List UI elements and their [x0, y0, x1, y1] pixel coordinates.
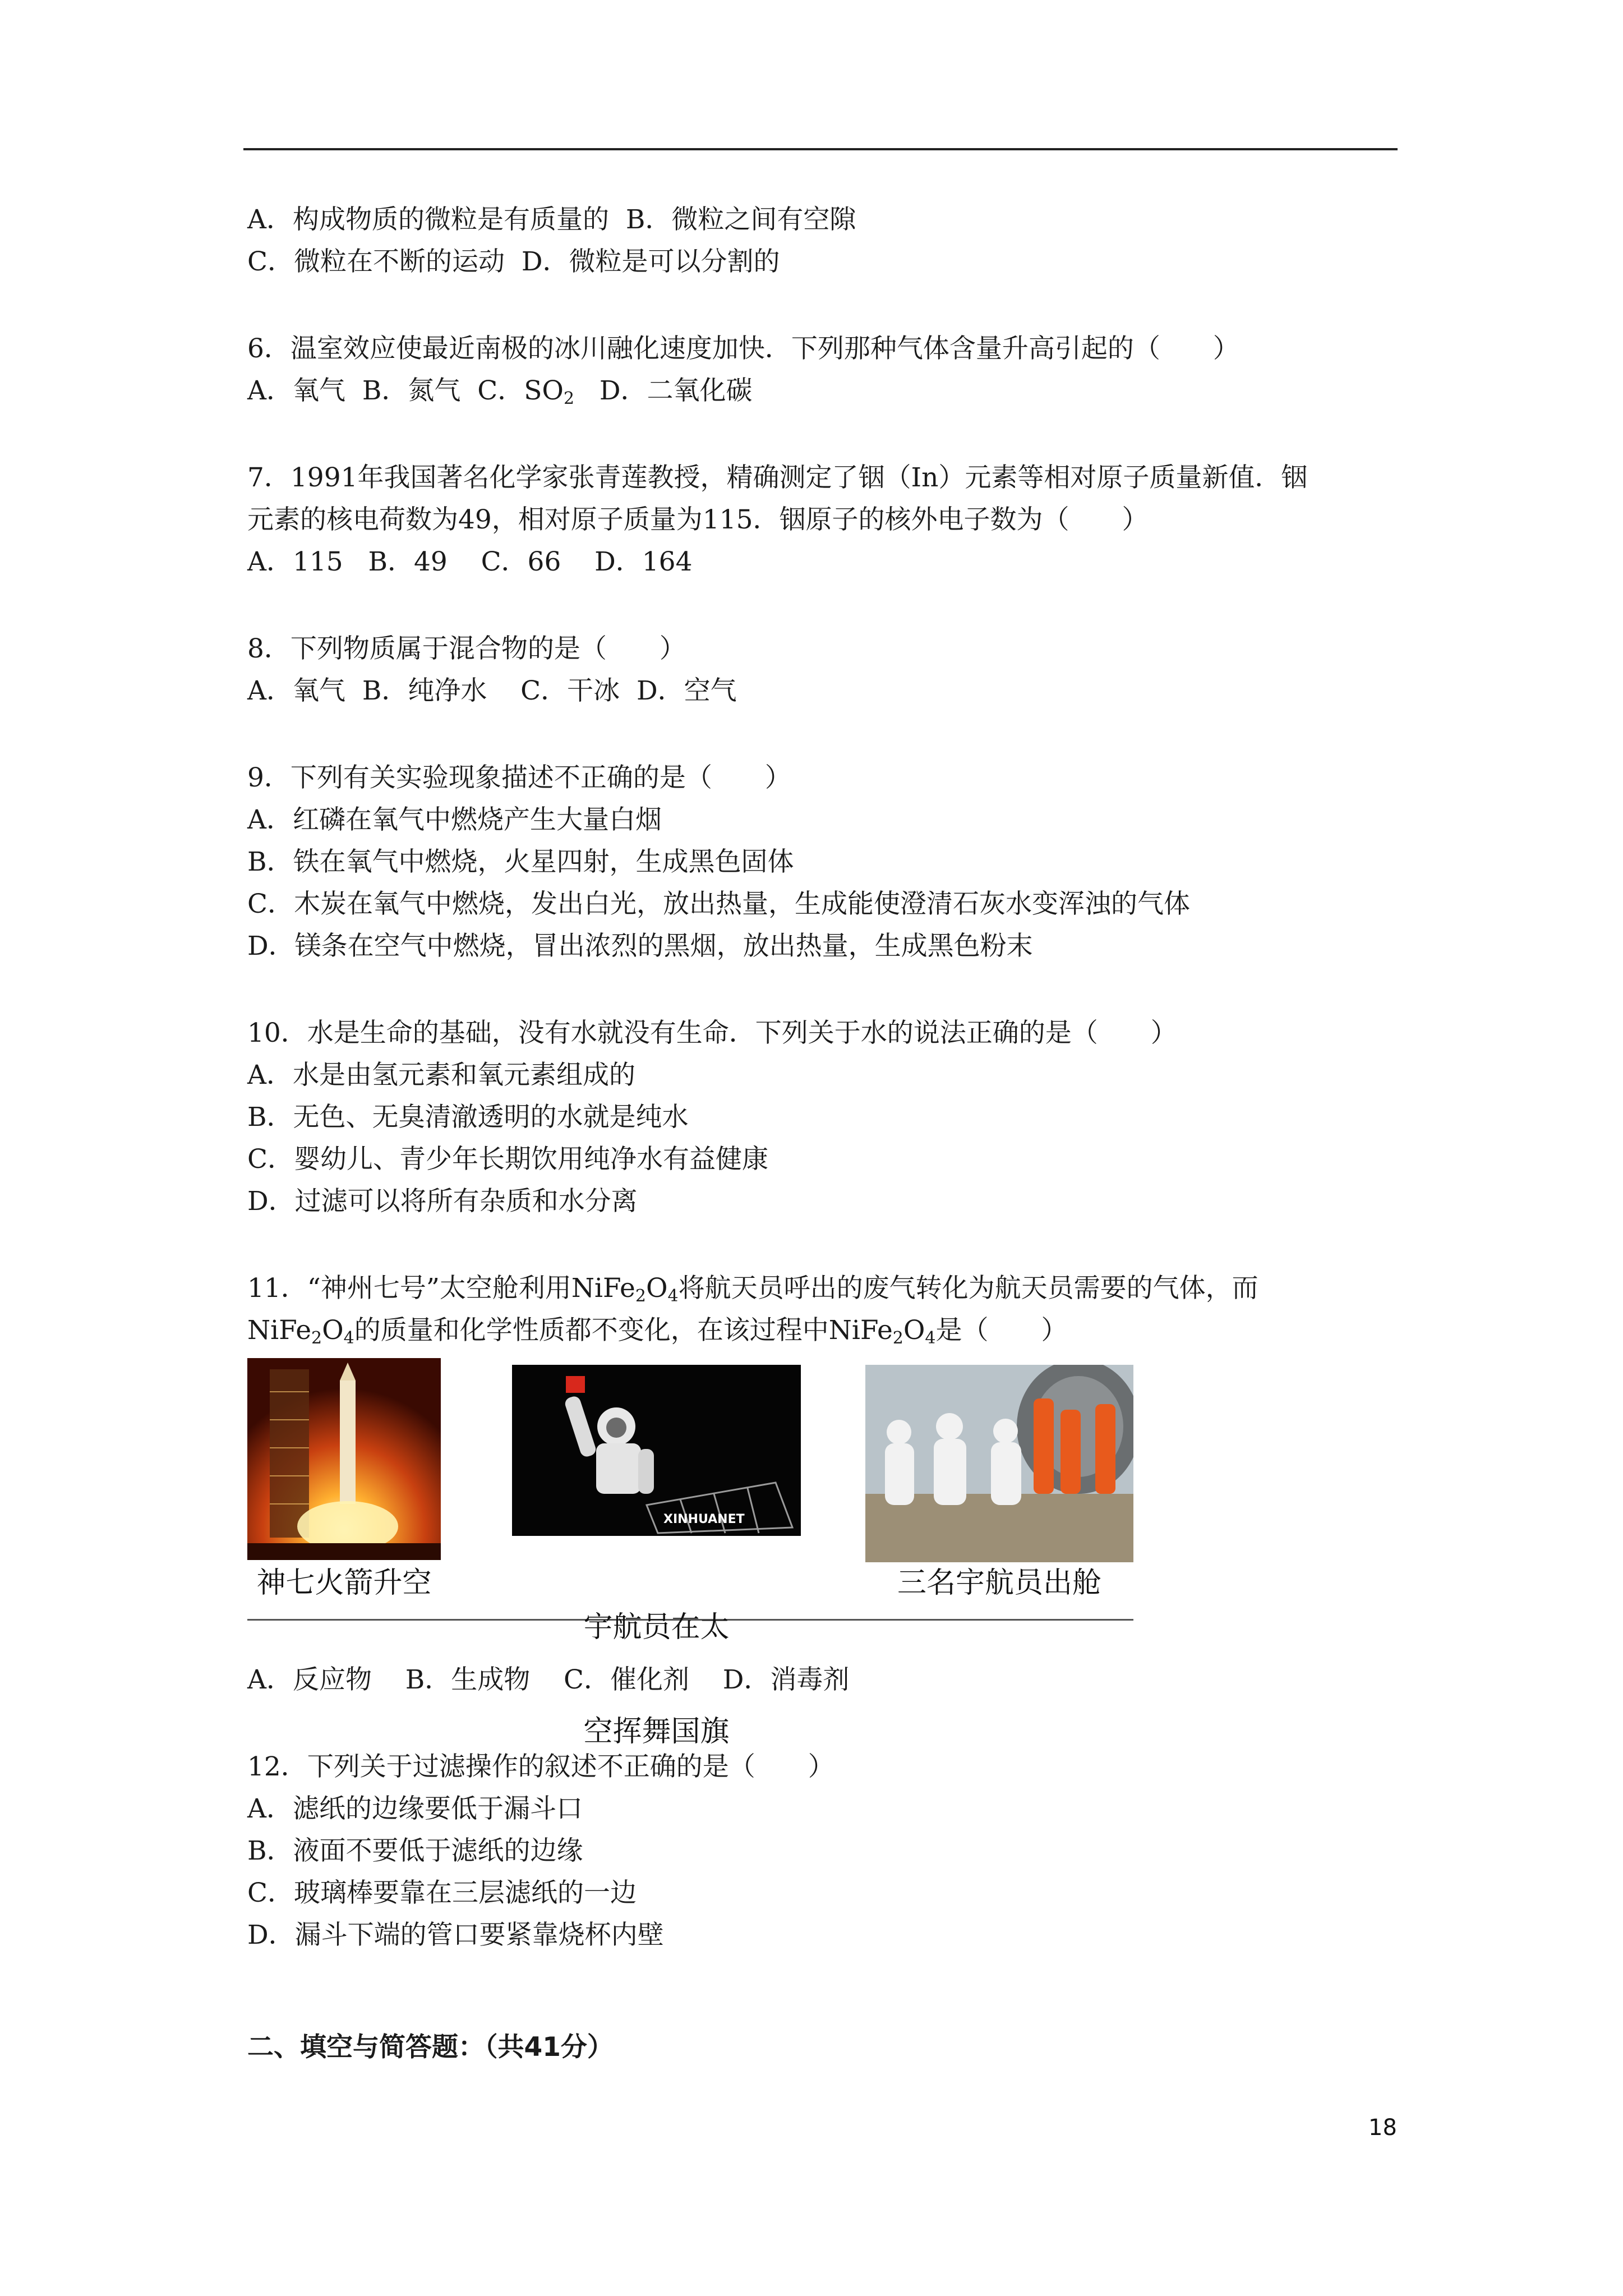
- spacewalk-photo: [512, 1365, 801, 1536]
- page-number: 18: [1368, 2115, 1397, 2141]
- q6-stem: 6．温室效应使最近南极的冰川融化速度加快．下列那种气体含量升高引起的（ ）: [247, 333, 1239, 364]
- q9-option-d: D．镁条在空气中燃烧，冒出浓烈的黑烟，放出热量，生成黑色粉末: [247, 931, 1033, 961]
- q5-options-cd: C．微粒在不断的运动 D．微粒是可以分割的: [247, 246, 780, 277]
- q10-stem: 10．水是生命的基础，没有水就没有生命．下列关于水的说法正确的是（ ）: [247, 1018, 1177, 1048]
- caption-astronauts: 三名宇航员出舱: [897, 1566, 1101, 1600]
- q12-option-c: C．玻璃棒要靠在三层滤纸的一边: [247, 1878, 637, 1908]
- q7-options: A．115 B．49 C．66 D．164: [247, 546, 693, 577]
- q5-options-ab: A．构成物质的微粒是有质量的 B．微粒之间有空隙: [247, 204, 856, 235]
- q8-options: A．氧气 B．纯净水 C．干冰 D．空气: [247, 675, 737, 706]
- q12-option-b: B．液面不要低于滤纸的边缘: [247, 1835, 583, 1866]
- q9-stem: 9．下列有关实验现象描述不正确的是（ ）: [247, 762, 791, 793]
- section-2-heading: 二、填空与简答题：（共41分）: [247, 2032, 614, 2063]
- q10-option-b: B．无色、无臭清澈透明的水就是纯水: [247, 1102, 689, 1133]
- astronauts-exit-photo: [865, 1365, 1133, 1562]
- caption-rocket: 神七火箭升空: [256, 1566, 432, 1600]
- q11-stem-line1: 11．“神州七号”太空舱利用$NiFe_2O_4$将航天员呼出的废气转化为航天员需要的气体，而: [247, 1273, 1258, 1306]
- q9-option-a: A．红磷在氧气中燃烧产生大量白烟: [247, 804, 662, 835]
- q11-options: A．反应物 B．生成物 C．催化剂 D．消毒剂: [247, 1664, 850, 1695]
- q7-stem-line2: 元素的核电荷数为49，相对原子质量为115．铟原子的核外电子数为（ ）: [247, 504, 1149, 535]
- q8-stem: 8．下列物质属于混合物的是（ ）: [247, 633, 686, 664]
- q7-stem-line1: 7．1991年我国著名化学家张青莲教授，精确测定了铟（In）元素等相对原子质量新值．铟: [247, 462, 1308, 493]
- q12-option-d: D．漏斗下端的管口要紧靠烧杯内壁: [247, 1920, 664, 1950]
- q6-options: A．氧气 B．氮气 C．$SO_2$ D．二氧化碳: [247, 375, 753, 408]
- q12-stem: 12．下列关于过滤操作的叙述不正确的是（ ）: [247, 1751, 834, 1782]
- q11-stem-line2: $NiFe_2O_4$的质量和化学性质都不变化，在该过程中$NiFe_2O_4$是（ ）: [247, 1315, 1068, 1348]
- header-rule: [243, 148, 1398, 150]
- xinhuanet-watermark: XINHUANET: [663, 1512, 745, 1526]
- caption-spacewalk-line1: 宇航员在太: [583, 1611, 730, 1644]
- caption-spacewalk-line2: 空挥舞国旗: [583, 1715, 730, 1749]
- q12-option-a: A．滤纸的边缘要低于漏斗口: [247, 1793, 583, 1824]
- q10-option-d: D．过滤可以将所有杂质和水分离: [247, 1186, 638, 1217]
- q10-option-a: A．水是由氢元素和氧元素组成的: [247, 1060, 635, 1091]
- rocket-launch-photo: [247, 1358, 441, 1560]
- q10-option-c: C．婴幼儿、青少年长期饮用纯净水有益健康: [247, 1144, 768, 1175]
- q9-option-b: B．铁在氧气中燃烧，火星四射，生成黑色固体: [247, 846, 794, 877]
- q9-option-c: C．木炭在氧气中燃烧，发出白光，放出热量，生成能使澄清石灰水变浑浊的气体: [247, 889, 1190, 919]
